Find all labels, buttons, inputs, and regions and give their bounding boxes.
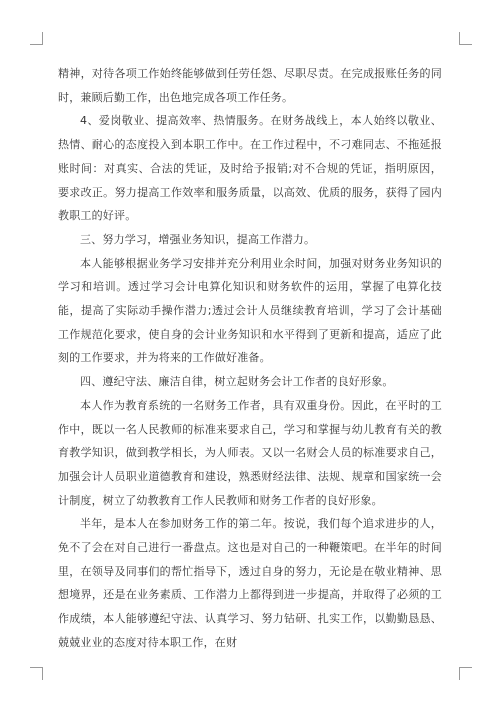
section-heading-study: 三、努力学习，增强业务知识，提高工作潜力。 [80,232,316,246]
crop-mark-top-left [30,32,43,45]
paragraph-study: 本人能够根据业务学习安排并充分利用业余时间，加强对财务业务知识的学习和培训。透过学习会计电算化知识和财务软件的运用，掌握了电算化技能，提高了实际动手操作潜力;透过会计人员继续教育培训，学习了会计基础工作规范化要求，使自身的会计业务知识和水平得到了更新和提高，适应了此刻的工作要求，并为将来的工作做好准备。 [58,256,442,365]
paragraph-continuation: 精神，对待各项工作始终能够做到任劳任怨、尽职尽责。在完成报账任务的同时，兼顾后勤工作，出色地完成各项工作任务。 [58,67,442,104]
crop-mark-bottom-left [30,667,43,680]
crop-mark-bottom-right [459,667,472,680]
paragraph-discipline: 本人作为教育系统的一名财务工作者，具有双重身份。因此，在平时的工作中，既以一名人民教师的标准来要求自己，学习和掌握与幼儿教育有关的教育教学知识，做到教学相长，为人师表。又以一名财会人员的标准要求自己，加强会计人员职业道德教育和建设，熟悉财经法律、法规、规章和国家统一会计制度，树立了幼教教育工作人民教师和财务工作者的良好形象。 [58,398,442,507]
paragraph-half-year: 半年，是本人在参加财务工作的第二年。按说，我们每个追求进步的人，免不了会在对自己进行一番盘点。这也是对自己的一种鞭策吧。在半年的时间里，在领导及同事们的帮忙指导下，透过自身的努力，无论是在敬业精神、思想境界，还是在业务素质、工作潜力上都得到进一步提高，并取得了必须的工作成绩，本人能够遵纪守法、认真学习、努力钻研、扎实工作，以勤勤恳恳、兢兢业业的态度对待本职工作，在财 [58,517,442,649]
crop-mark-top-right [459,32,472,45]
section-heading-discipline: 四、遵纪守法、廉洁自律，树立起财务会计工作者的良好形象。 [80,375,394,389]
document-body [58,62,442,655]
paragraph-dedication: 4、爱岗敬业、提高效率、热情服务。在财务战线上，本人始终以敬业、热情、耐心的态度投入到本职工作中。在工作过程中，不刁难同志、不拖延报账时间：对真实、合法的凭证，及时给予报销;对不合规的凭证，指明原因，要求改正。努力提高工作效率和服务质量，以高效、优质的服务，获得了园内教职工的好评。 [58,114,442,223]
